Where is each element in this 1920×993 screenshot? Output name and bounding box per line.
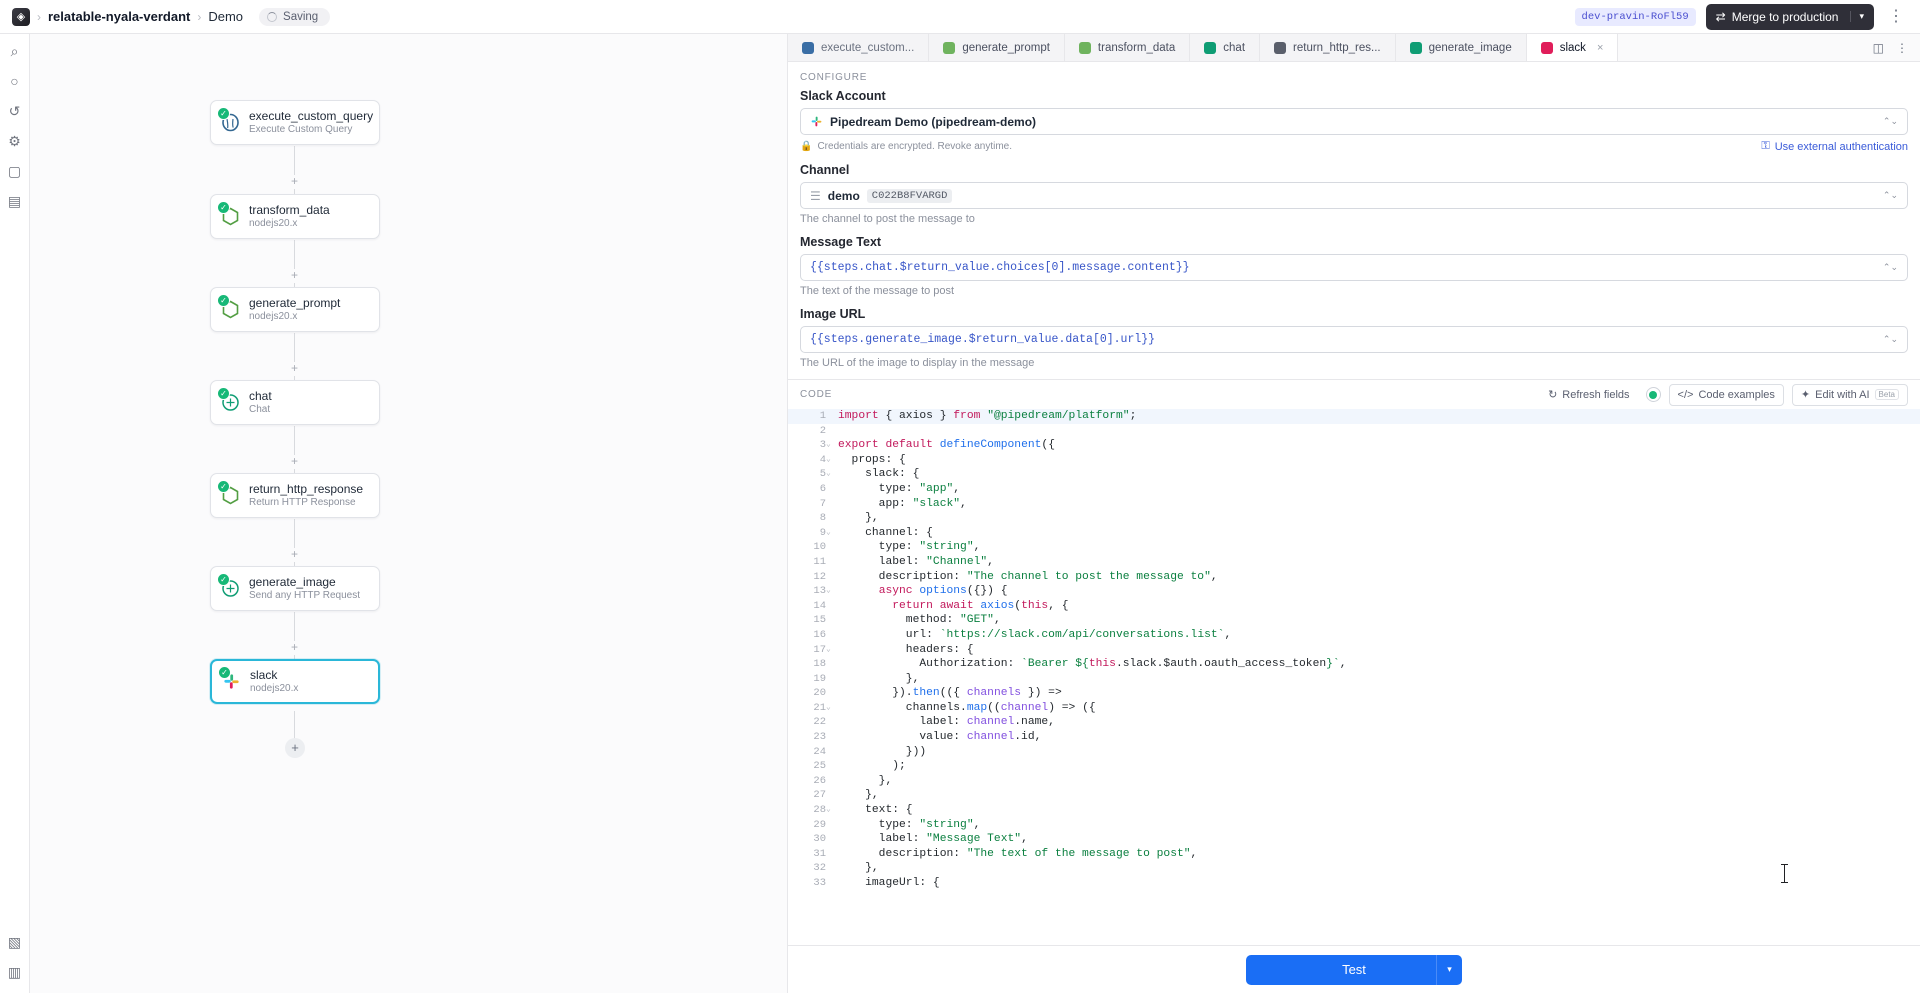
logo-glyph: ◈ [16, 11, 26, 23]
workflow-node-execute-custom-query[interactable] [210, 100, 380, 145]
chevron-updown-icon[interactable]: ⌃⌄ [1882, 116, 1898, 126]
docs-icon[interactable]: ▥ [7, 964, 22, 980]
refresh-icon: ↻ [1548, 389, 1558, 401]
breadcrumb-workspace[interactable]: relatable-nyala-verdant [48, 9, 191, 24]
sparkle-icon: ✦ [1800, 389, 1811, 401]
key-icon: ⚿ [1761, 140, 1770, 152]
field-help: The URL of the image to display in the message [800, 357, 1035, 369]
node-subtitle: nodejs20.x [249, 310, 298, 322]
chat-icon[interactable]: ○ [10, 73, 19, 89]
configure-section-label: CONFIGURE [800, 72, 868, 83]
top-bar [0, 0, 1920, 34]
slack-account-select[interactable] [800, 108, 1908, 135]
field-label: Channel [800, 163, 850, 177]
settings-icon[interactable]: ⚙ [8, 133, 21, 149]
code-row: 17 ⌄ headers: { [813, 643, 974, 656]
credentials-note [800, 141, 1012, 152]
workflow-nodes [30, 34, 787, 993]
workflow-canvas[interactable] [30, 34, 788, 993]
add-step-icon-5[interactable]: + [288, 548, 301, 561]
refresh-fields-label: Refresh fields [1562, 388, 1630, 401]
code-editor[interactable] [788, 409, 1920, 891]
image-url-input[interactable] [800, 326, 1908, 353]
node-subtitle: nodejs20.x [249, 217, 298, 229]
test-label: Test [1342, 962, 1366, 977]
code-row: 9 ⌄ channel: { [819, 526, 933, 539]
merge-label: Merge to production [1731, 9, 1839, 24]
tab-execute-custom-query[interactable] [788, 34, 929, 61]
node-status-icon: ✓ [217, 201, 230, 214]
node-text [249, 203, 330, 231]
split-panel-icon[interactable]: ◫ [1872, 40, 1884, 55]
saving-label: Saving [283, 10, 319, 23]
hash-icon: ☰ [810, 188, 821, 203]
workflow-node-transform-data[interactable] [210, 194, 380, 239]
branch-badge[interactable]: dev-pravin-RoFl59 [1575, 8, 1696, 26]
code-row: 22 label: channel.name, [813, 716, 1055, 729]
code-row: 32 }, [813, 862, 879, 875]
workflow-node-generate-image[interactable] [210, 566, 380, 611]
code-row: 15 method: "GET", [813, 614, 1001, 627]
node-icon [1079, 42, 1091, 54]
edit-with-ai-button[interactable] [1792, 384, 1908, 406]
beta-badge: Beta [1875, 389, 1899, 400]
node-status-icon: ✓ [217, 387, 230, 400]
more-icon[interactable]: ⋮ [1896, 40, 1908, 55]
code-row: 28 ⌄ text: { [813, 804, 913, 817]
add-node-button[interactable]: + [285, 738, 305, 758]
openai-icon [220, 389, 240, 412]
field-label: Message Text [800, 235, 882, 249]
slack-icon [810, 115, 823, 128]
use-external-auth-link[interactable] [1761, 140, 1908, 153]
code-row: 26 }, [813, 774, 893, 787]
node-text [249, 109, 373, 137]
chevron-updown-icon[interactable]: ⌃⌄ [1882, 262, 1898, 272]
field-help: The channel to post the message to [800, 213, 975, 225]
add-step-icon-6[interactable]: + [288, 641, 301, 654]
tab-generate-image[interactable] [1396, 34, 1527, 61]
tab-return-http-response[interactable] [1260, 34, 1396, 61]
openai-icon [1410, 42, 1422, 54]
code-row: 8 }, [819, 512, 879, 525]
edge-3 [294, 333, 295, 362]
tab-label: slack [1559, 41, 1586, 54]
code-row: 1 import { axios } from "@pipedream/platform"; [788, 409, 1920, 424]
node-subtitle: Execute Custom Query [249, 123, 353, 135]
node-icon [943, 42, 955, 54]
code-row: 2 [819, 424, 826, 437]
workflow-node-return-http-response[interactable] [210, 473, 380, 518]
code-row: 25 ); [813, 760, 906, 773]
add-step-icon-3[interactable]: + [288, 362, 301, 375]
tab-transform-data[interactable] [1065, 34, 1190, 61]
tabs-right-actions [1861, 34, 1920, 61]
node-icon [220, 203, 240, 226]
code-row: 7 app: "slack", [819, 497, 967, 510]
code-row: 29 type: "string", [813, 818, 981, 831]
workflow-node-slack[interactable] [210, 659, 380, 704]
step-tabs [788, 34, 1920, 62]
node-title: generate_image [249, 574, 336, 589]
tab-label: execute_custom... [821, 41, 915, 54]
field-label: Image URL [800, 307, 866, 321]
slack-account-value: Pipedream Demo (pipedream-demo) [830, 114, 1037, 129]
code-examples-label: Code examples [1698, 388, 1775, 401]
node-title: chat [249, 388, 272, 403]
node-subtitle: Return HTTP Response [249, 496, 356, 508]
merge-icon: ⇄ [1715, 9, 1726, 24]
use-external-auth-label: Use external authentication [1774, 140, 1908, 153]
node-title: execute_custom_query [249, 108, 374, 123]
channel-value: demo [827, 188, 860, 203]
node-status-icon: ✓ [218, 666, 231, 679]
edge-5 [294, 519, 295, 548]
book-icon[interactable]: ▤ [7, 193, 22, 209]
merge-to-production-button[interactable] [1706, 4, 1874, 30]
tab-label: chat [1223, 41, 1246, 54]
credentials-note-row [800, 140, 1908, 153]
node-status-icon: ✓ [217, 107, 230, 120]
http-icon [220, 482, 240, 505]
code-row: 10 type: "string", [813, 541, 981, 554]
left-rail-bottom [8, 935, 21, 993]
add-step-icon-2[interactable]: + [288, 269, 301, 282]
breadcrumb-separator-2: › [197, 9, 202, 24]
openai-icon [220, 575, 240, 598]
test-button[interactable] [1246, 955, 1462, 985]
channel-select[interactable] [800, 182, 1908, 209]
code-row: 33 imageUrl: { [813, 877, 940, 889]
tab-label: generate_prompt [962, 41, 1050, 54]
code-section-label: CODE [800, 389, 833, 400]
close-icon[interactable]: × [1596, 41, 1604, 54]
code-row: 19 }, [813, 672, 920, 685]
code-row: 27 }, [813, 789, 879, 802]
node-text [249, 389, 272, 417]
code-actions [1540, 384, 1908, 406]
chevron-down-icon[interactable]: ▾ [1436, 955, 1462, 985]
chevron-updown-icon[interactable]: ⌃⌄ [1882, 334, 1898, 344]
workflow-node-chat[interactable] [210, 380, 380, 425]
workflow-node-generate-prompt[interactable] [210, 287, 380, 332]
search-icon[interactable]: ⌕ [10, 43, 19, 59]
credentials-note-label: Credentials are encrypted. Revoke anytime. [817, 141, 1012, 152]
refresh-fields-button[interactable] [1540, 384, 1637, 406]
node-title: transform_data [249, 202, 330, 217]
test-bar [788, 945, 1920, 993]
code-row: 31 description: "The text of the message to post", [813, 847, 1198, 860]
code-row: 12 description: "The channel to post the message to", [813, 570, 1218, 583]
code-row: 23 value: channel.id, [813, 731, 1042, 744]
code-row: 11 label: "Channel", [813, 555, 994, 568]
saving-status [259, 8, 330, 26]
node-text [250, 668, 298, 696]
code-row: 5 ⌄ slack: { [819, 468, 920, 481]
http-icon [1274, 42, 1286, 54]
node-status-icon: ✓ [217, 480, 230, 493]
more-options-icon[interactable]: ⋮ [1888, 7, 1904, 25]
code-section-header [788, 379, 1920, 409]
field-message-text [788, 235, 1920, 297]
slack-icon [221, 668, 241, 691]
code-brackets-icon: </> [1677, 388, 1694, 401]
status-ok-icon [1646, 387, 1661, 402]
pipedream-logo-icon[interactable] [12, 8, 30, 26]
panel-left-icon[interactable]: ▧ [7, 934, 22, 950]
message-text-value: {{steps.chat.$return_value.choices[0].message.content}} [810, 261, 1190, 274]
chevron-updown-icon[interactable]: ⌃⌄ [1882, 190, 1898, 200]
code-row: 6 type: "app", [819, 482, 961, 495]
node-status-icon: ✓ [217, 573, 230, 586]
code-row: 30 label: "Message Text", [813, 833, 1028, 846]
node-status-icon: ✓ [217, 294, 230, 307]
field-image-url [788, 307, 1920, 369]
node-text [249, 575, 360, 603]
channel-id-chip: C022B8FVARGD [867, 189, 953, 203]
node-subtitle: nodejs20.x [250, 682, 299, 694]
code-row: 21 ⌄ channels.map((channel) => ({ [813, 701, 1096, 714]
edge-6 [294, 612, 295, 641]
postgres-icon [220, 109, 240, 132]
message-text-input[interactable] [800, 254, 1908, 281]
tab-label: generate_image [1428, 41, 1512, 54]
postgres-icon [802, 42, 814, 54]
left-rail [0, 34, 30, 993]
node-title: generate_prompt [249, 295, 341, 310]
field-slack-account [788, 89, 1920, 153]
code-row: 4 ⌄ props: { [819, 453, 906, 466]
code-row: 3 ⌄ export default defineComponent({ [819, 439, 1055, 452]
node-icon [220, 296, 240, 319]
edit-with-ai-label: Edit with AI [1815, 388, 1870, 401]
code-row: 20 }).then(({ channels }) => [813, 687, 1062, 700]
step-config-panel [788, 34, 1920, 993]
add-step-icon-4[interactable]: + [288, 455, 301, 468]
breadcrumb-separator: › [37, 9, 41, 24]
code-row: 16 url: `https://slack.com/api/conversations.list`, [813, 628, 1232, 641]
slack-icon [1541, 42, 1553, 54]
node-title: slack [250, 667, 278, 682]
tab-label: transform_data [1097, 41, 1176, 54]
text-cursor-icon [1784, 864, 1785, 883]
tab-chat[interactable] [1190, 34, 1260, 61]
top-bar-right [1575, 4, 1908, 30]
image-url-value: {{steps.generate_image.$return_value.data[0].url}} [810, 333, 1156, 346]
breadcrumb-project[interactable]: Demo [208, 9, 244, 24]
tab-label: return_http_res... [1293, 41, 1381, 54]
spinner-icon [267, 12, 277, 22]
add-step-icon-1[interactable]: + [288, 175, 301, 188]
tab-generate-prompt[interactable] [929, 34, 1065, 61]
code-examples-button[interactable] [1669, 384, 1784, 406]
code-row: 24 })) [813, 745, 927, 758]
configure-scroll-area [788, 62, 1920, 945]
node-title: return_http_response [249, 481, 364, 496]
edge-2 [294, 240, 295, 269]
node-text [249, 482, 363, 510]
main-body [0, 34, 1920, 993]
chevron-down-icon[interactable]: ▾ [1850, 11, 1864, 22]
field-channel [788, 163, 1920, 225]
field-label: Slack Account [800, 89, 886, 103]
code-row: 18 Authorization: `Bearer ${this.slack.$auth.oauth_access_token}`, [813, 658, 1347, 671]
node-subtitle: Send any HTTP Request [249, 589, 360, 601]
field-help: The text of the message to post [800, 285, 955, 297]
code-lines [788, 409, 1920, 891]
folder-icon[interactable]: ▢ [7, 163, 22, 179]
code-row: 13 ⌄ async options({}) { [813, 585, 1008, 598]
lock-icon: 🔒 [800, 141, 813, 152]
tab-slack[interactable] [1527, 34, 1619, 61]
openai-icon [1204, 42, 1216, 54]
edge-4 [294, 426, 295, 455]
history-icon[interactable]: ↺ [8, 103, 21, 119]
node-text [249, 296, 340, 324]
node-subtitle: Chat [249, 403, 271, 415]
code-row: 14 return await axios(this, { [813, 599, 1069, 612]
